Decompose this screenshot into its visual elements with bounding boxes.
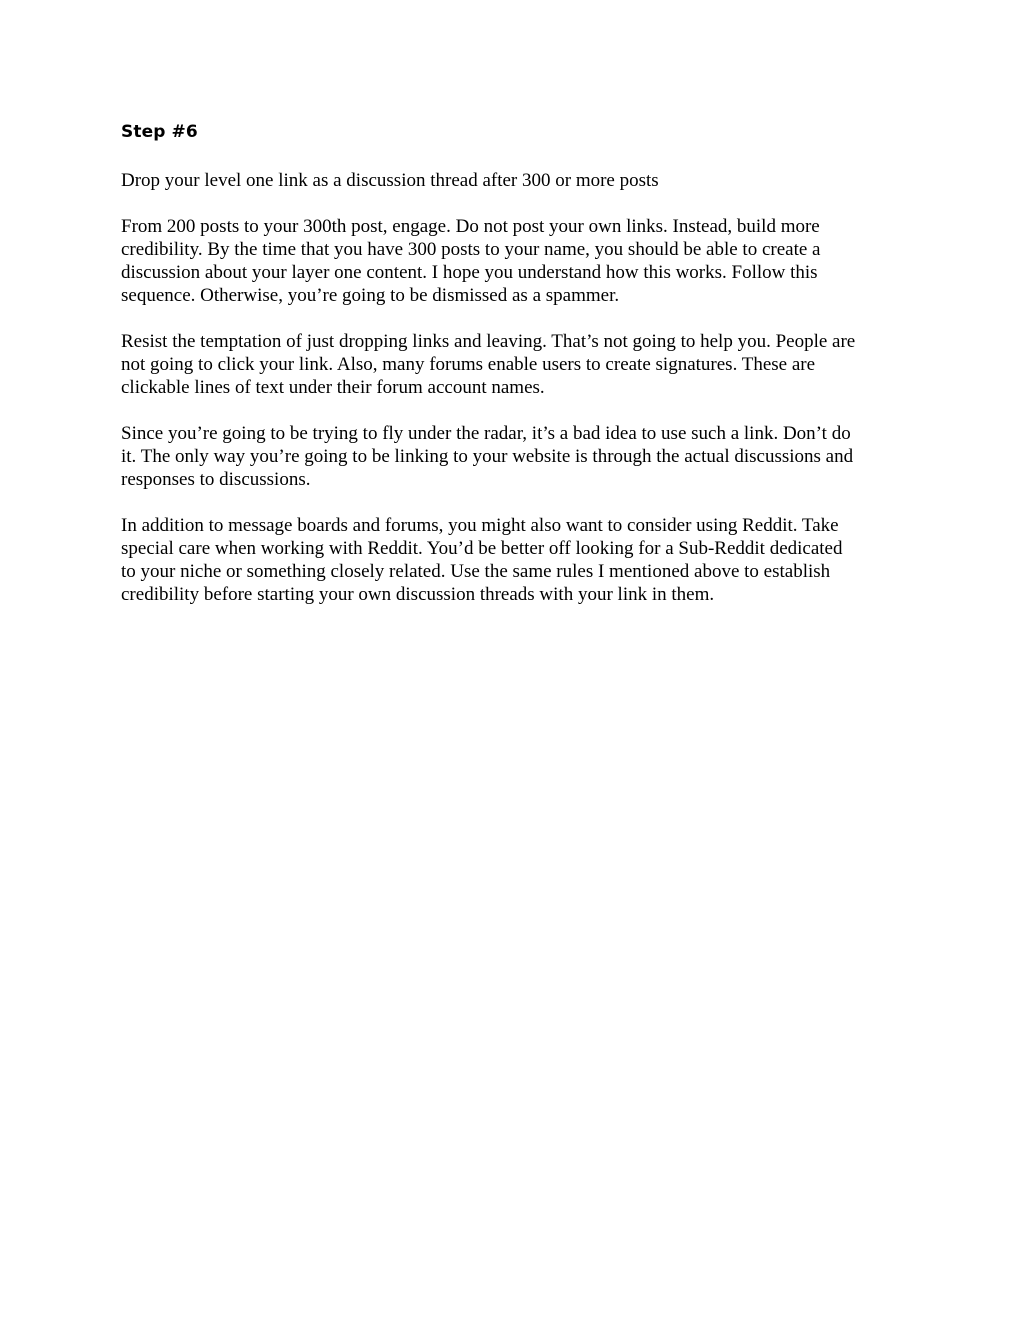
document-body — [121, 120, 911, 629]
text-line: it. The only way you’re going to be linking to your website is through the actual discussions and — [121, 446, 854, 467]
text-line: From 200 posts to your 300th post, engage. Do not post your own links. Instead, build more — [121, 216, 820, 237]
text-line: clickable lines of text under their forum account names. — [121, 377, 545, 398]
text-line: not going to click your link. Also, many forums enable users to create signatures. These are — [121, 354, 816, 375]
text-line: sequence. Otherwise, you’re going to be dismissed as a spammer. — [121, 285, 620, 306]
text-line: credibility before starting your own discussion threads with your link in them. — [121, 584, 715, 605]
text-line: special care when working with Reddit. You’d be better off looking for a Sub-Reddit dedicated — [121, 538, 843, 559]
paragraph-1 — [121, 169, 911, 192]
text-line: Resist the temptation of just dropping links and leaving. That’s not going to help you. People are — [121, 331, 856, 352]
paragraph-4 — [121, 422, 911, 491]
text-line: In addition to message boards and forums, you might also want to consider using Reddit. Take — [121, 515, 839, 536]
paragraph-5 — [121, 514, 911, 606]
text-line: to your niche or something closely related. Use the same rules I mentioned above to establish — [121, 561, 831, 582]
text-line: Drop your level one link as a discussion thread after 300 or more posts — [121, 170, 659, 191]
paragraph-3 — [121, 330, 911, 399]
text-line: discussion about your layer one content. I hope you understand how this works. Follow this — [121, 262, 818, 283]
paragraph-2 — [121, 215, 911, 307]
text-line: credibility. By the time that you have 300 posts to your name, you should be able to create a — [121, 239, 821, 260]
text-line: responses to discussions. — [121, 469, 311, 490]
text-line: Since you’re going to be trying to fly under the radar, it’s a bad idea to use such a link. Don’t do — [121, 423, 851, 444]
section-heading: Step #6 — [121, 122, 198, 142]
